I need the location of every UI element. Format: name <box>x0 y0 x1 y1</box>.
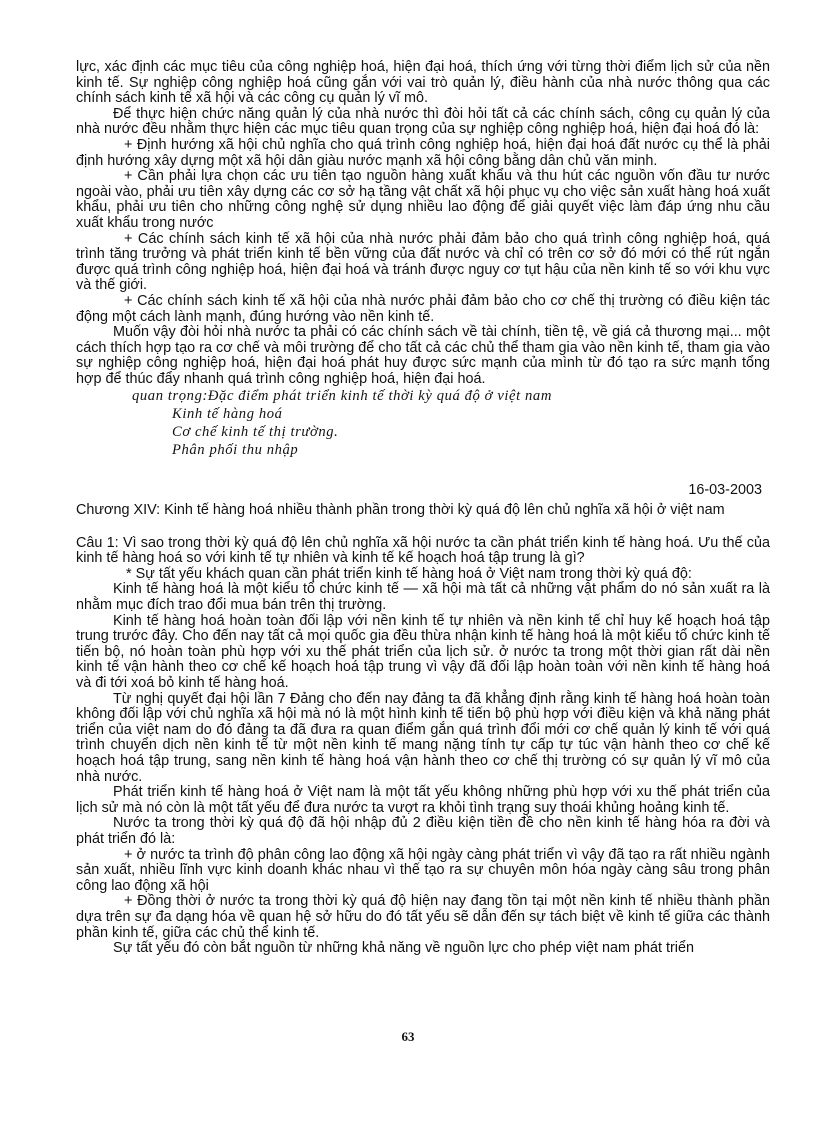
italic-note-item: Cơ chế kinh tế thị trường. <box>172 424 339 441</box>
document-date: 16-03-2003 <box>688 482 762 499</box>
paragraph-continuation: lực, xác định các mục tiêu của công nghiệp hoá, hiện đại hoá, thích ứng với từng thời điểm lịch sử của nền kinh tế. Sự nghiệp công nghiệp hoá cũng gắn với vai trò quản lý, điều hành của nhà nước thông qua các chính sách kinh tế xã hội và các công cụ quản lý vĩ mô. <box>76 59 770 107</box>
page-number: 63 <box>401 1029 415 1044</box>
answer-point-heading: * Sự tất yếu khách quan cần phát triển kinh tế hàng hoá ở Việt nam trong thời kỳ quá độ: <box>126 565 692 582</box>
bullet-market-mechanism: + Các chính sách kinh tế xã hội của nhà nước phải đảm bảo cho cơ chế thị trường có điều kiện tác động một cách lành mạnh, đúng hướng vào nền kinh tế. <box>76 292 770 325</box>
answer-bullet: + Đồng thời ở nước ta trong thời kỳ quá độ hiện nay đang tồn tại một nền kinh tế nhiều thành phần dựa trên sự đa dạng hóa về quan hệ sở hữu do đó tất yếu sẽ dẫn đến sự tách biệt về kinh tế giữa các thành phần kinh tế, giữa các chủ thể kinh tế. <box>76 893 770 941</box>
answer-paragraph: Phát triển kinh tế hàng hoá ở Việt nam là một tất yếu không những phù hợp với xu thế phát triển của lịch sử mà nó còn là một tất yếu để đưa nước ta vượt ra khỏi tình trạng suy thoái khủng hoảng kinh tế. <box>76 784 770 816</box>
bullet-export-priorities: + Cần phải lựa chọn các ưu tiên tạo nguồn hàng xuất khẩu và thu hút các nguồn vốn đầu tư nước ngoài vào, phải ưu tiên xây dựng các cơ sở hạ tầng vật chất xã hội phục vụ cho việc sản xuất hàng hoá xuất khẩu, phải ưu tiên cho những công nghệ sử dụng nhiều lao động để giải quyết việc làm đáp ứng nhu cầu xuất khẩu trong nước <box>76 168 770 231</box>
answer-paragraph: Nước ta trong thời kỳ quá độ đã hội nhập đủ 2 điều kiện tiền đề cho nền kinh tế hàng hóa ra đời và phát triển đó là: <box>76 815 770 847</box>
answer-paragraph: Kinh tế hàng hoá hoàn toàn đối lập với nền kinh tế tự nhiên và nền kinh tế chỉ huy kế hoạch hoá tập trung trước đây. Cho đến nay tất cả mọi quốc gia đều thừa nhận kinh tế hàng hoá là một kiểu tổ chức kinh tế tiến bộ, nó hoàn toàn phù hợp với xu thế phát triển của lịch sử. ở nước ta trong một thời gian rất dài nền kinh tế vận hành theo cơ chế kế hoạch hoá tập trung vì vậy đã đối lập hoàn toàn với nền kinh tế hàng hoá và đi tới xoá bỏ kinh tế hàng hoá. <box>76 612 770 691</box>
answer-bullet: + ở nước ta trình độ phân công lao động xã hội ngày càng phát triển vì vậy đã tạo ra rất nhiều ngành sản xuất, nhiều lĩnh vực kinh doanh khác nhau vì thế tạo ra sự chuyên môn hóa ngày càng sâu trong phân công lao động xã hội <box>76 846 770 894</box>
italic-note-item: Phân phối thu nhập <box>172 442 299 459</box>
italic-notes <box>76 387 770 459</box>
question-heading: Câu 1: Vì sao trong thời kỳ quá độ lên chủ nghĩa xã hội nước ta cần phát triển kinh tế hàng hoá. Ưu thế của kinh tế hàng hoá so với kinh tế tự nhiên và kinh tế kế hoạch hoá tập trung là gì? <box>76 534 770 567</box>
italic-note-heading: quan trọng:Đặc điểm phát triển kinh tế thời kỳ quá độ ở việt nam <box>132 388 552 405</box>
paragraph-policy-requirements: Muốn vậy đòi hỏi nhà nước ta phải có các chính sách về tài chính, tiền tệ, về giá cả thương mại... một cách thích hợp tạo ra cơ chế và môi trường để cho tất cả các chủ thể tham gia vào nền kinh tế, tham gia vào sự nghiệp công nghiệp hoá, hiện đại hoá phát huy được sức mạnh của mình từ đó tạo ra sức mạnh tổng hợp để thúc đẩy nhanh quá trình công nghiệp hoá, hiện đại hoá. <box>76 324 770 387</box>
italic-note-item: Kinh tế hàng hoá <box>172 406 283 423</box>
answer-paragraph: Từ nghị quyết đại hội lần 7 Đảng cho đến nay đảng ta đã khẳng định rằng kinh tế hàng hoá hoàn toàn không đối lập với chủ nghĩa xã hội mà nó là một hình kinh tế tiến bộ phù hợp với điều kiện và khả năng phát triển của việt nam do đó đảng ta đã đưa ra quan điểm gắn quá trình đổi mới cơ chế quản lý kinh tế với quá trình chuyển dịch nền kinh tế từ một nền kinh tế mang nặng tính tự cấp tự túc vận hành theo cơ chế kế hoạch hoá tập trung, sang nền kinh tế hàng hoá vận hành theo cơ chế thị trường có sự quản lý vĩ mô của nhà nước. <box>76 690 770 785</box>
bullet-socialist-orientation: + Định hướng xã hội chủ nghĩa cho quá trình công nghiệp hoá, hiện đại hoá đất nước cụ thể là phải định hướng xây dựng một xã hội dân giàu nước mạnh xã hội công bằng dân chủ văn minh. <box>76 136 770 169</box>
answer-paragraph: Kinh tế hàng hoá là một kiểu tổ chức kinh tế — xã hội mà tất cả những vật phẩm do nó sản xuất ra là nhằm mục đích trao đổi mua bán trên thị trường. <box>76 581 770 614</box>
answer-paragraph: Sự tất yếu đó còn bắt nguồn từ những khả năng về nguồn lực cho phép việt nam phát triển <box>113 940 694 957</box>
chapter-title: Chương XIV: Kinh tế hàng hoá nhiều thành phần trong thời kỳ quá độ lên chủ nghĩa xã hội ở việt nam <box>76 502 725 519</box>
paragraph-state-management: Để thực hiện chức năng quản lý của nhà nước thì đòi hỏi tất cả các chính sách, công cụ quản lý của nhà nước đều nhằm thực hiện các mục tiêu quan trọng của sự nghiệp công nghiệp hoá, hiện đại hoá đó là: <box>76 105 770 138</box>
bullet-sustainable-growth: + Các chính sách kinh tế xã hội của nhà nước phải đảm bảo cho quá trình công nghiệp hoá, quá trình tăng trưởng và phát triển kinh tế bền vững của đất nước và chỉ có trên cơ sở đó mới có thể rút ngắn được quá trình công nghiệp hoá, hiện đại hoá và tránh được nguy cơ tụt hậu của nền kinh tế so với khu vực và thế giới. <box>76 230 770 294</box>
